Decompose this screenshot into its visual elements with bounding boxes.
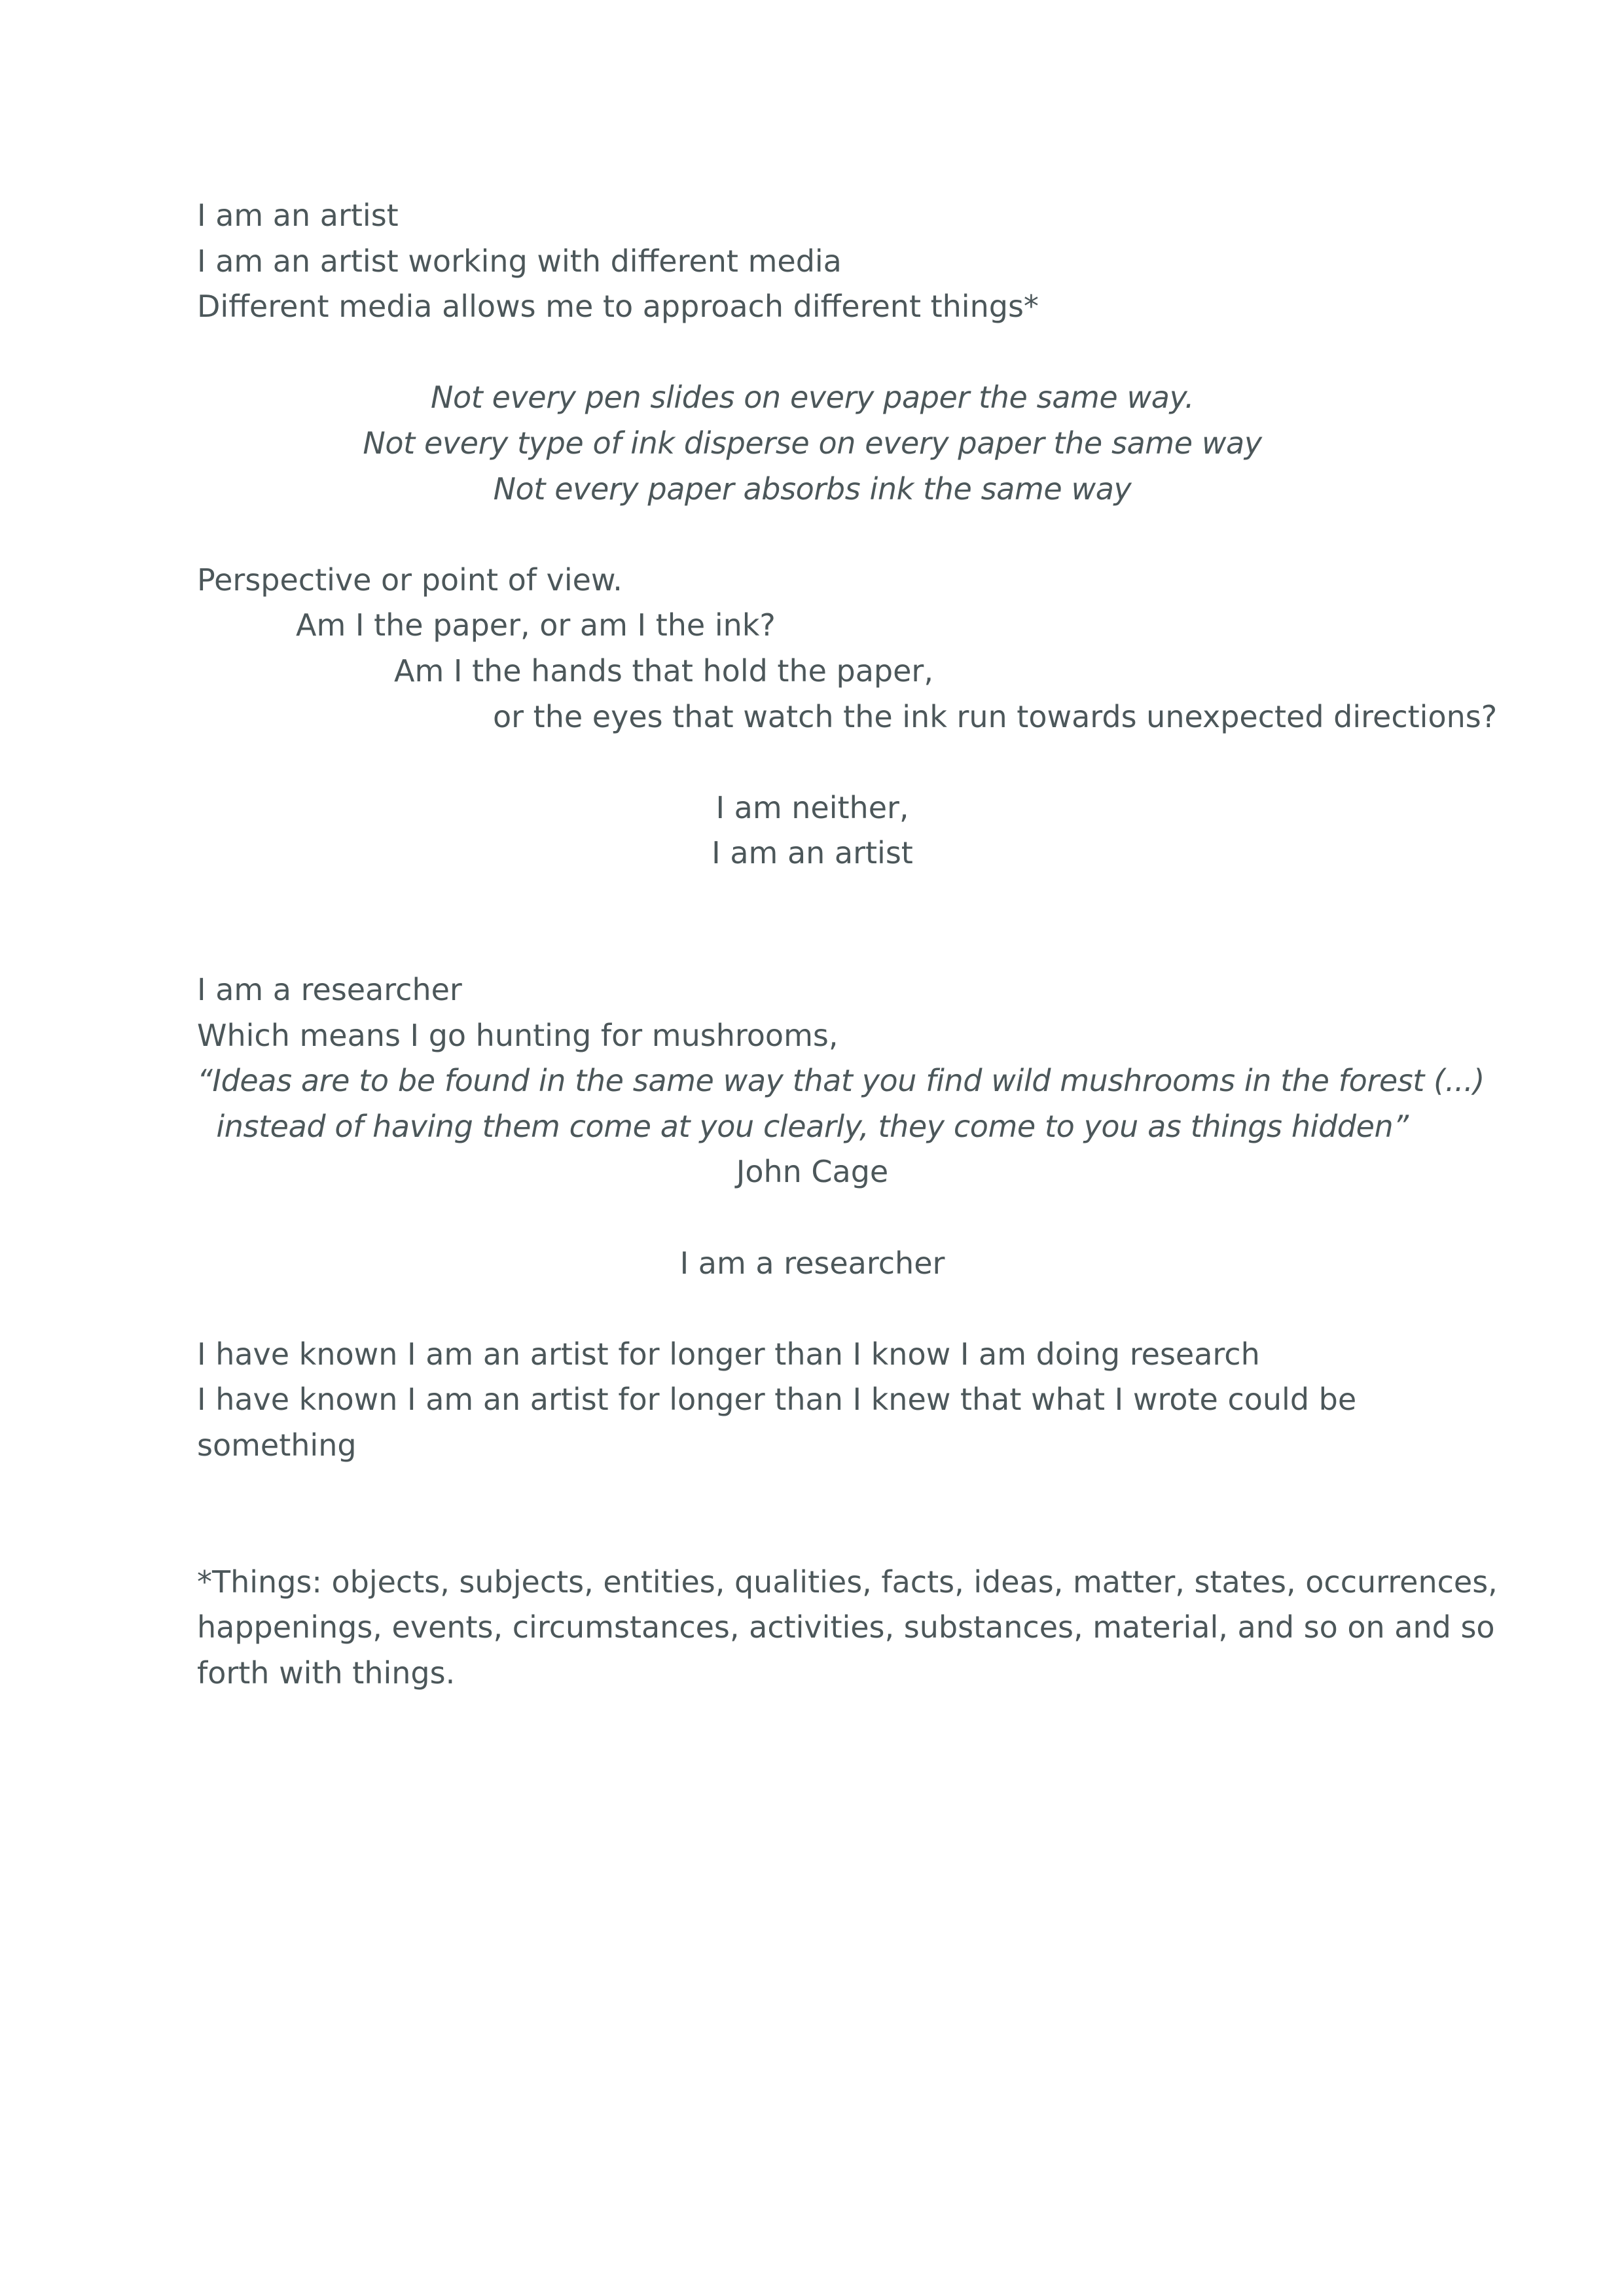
spacer <box>197 1469 1441 1560</box>
quote-author: John Cage <box>736 1154 889 1190</box>
known-line-2: I have known I am an artist for longer than I knew that what I wrote could be <box>197 1382 1357 1418</box>
spacer <box>197 512 1441 558</box>
artist-line-1: I am an artist <box>197 198 399 233</box>
spacer <box>197 1286 1441 1332</box>
researcher-line-1: I am a researcher <box>197 972 462 1008</box>
researcher-section <box>197 967 1441 1058</box>
known-line-3: something <box>197 1427 357 1463</box>
footnote-line-1: *Things: objects, subjects, entities, qualities, facts, ideas, matter, states, occurrences, <box>197 1564 1498 1600</box>
document-body <box>197 193 1498 1696</box>
quote-line-1: “Ideas are to be found in the same way that you find wild mushrooms in the forest (...) <box>197 1063 1485 1099</box>
footnote <box>197 1560 1498 1696</box>
ink-line-1: Not every pen slides on every paper the same way. <box>430 380 1195 416</box>
neither-stanza <box>197 785 1441 876</box>
perspective-line-4: or the eyes that watch the ink run towards unexpected directions? <box>493 698 1498 734</box>
ink-line-3: Not every paper absorbs ink the same way <box>493 471 1132 507</box>
footnote-line-3: forth with things. <box>197 1655 456 1691</box>
neither-line-1: I am neither, <box>715 789 909 825</box>
known-line-1: I have known I am an artist for longer than I know I am doing research <box>197 1336 1260 1372</box>
spacer <box>197 330 1441 376</box>
artist-line-2: I am an artist working with different media <box>197 243 842 279</box>
researcher-statement: I am a researcher <box>679 1245 945 1281</box>
quote-line-2: instead of having them come at you clearly, they come to you as things hidden” <box>216 1108 1409 1144</box>
perspective-line-2: Am I the paper, or am I the ink? <box>296 607 776 643</box>
spacer <box>197 876 1441 967</box>
cage-quote <box>197 1058 1485 1195</box>
ink-stanza <box>197 375 1441 512</box>
known-section <box>197 1332 1441 1469</box>
spacer <box>197 1195 1441 1241</box>
spacer <box>197 740 1441 785</box>
artist-section <box>197 193 1441 330</box>
artist-line-3: Different media allows me to approach different things* <box>197 289 1039 325</box>
perspective-section <box>197 558 1498 740</box>
neither-line-2: I am an artist <box>712 835 913 871</box>
perspective-line-3: Am I the hands that hold the paper, <box>394 653 933 689</box>
footnote-line-2: happenings, events, circumstances, activities, substances, material, and so on and so <box>197 1609 1495 1645</box>
researcher-line-2: Which means I go hunting for mushrooms, <box>197 1017 839 1053</box>
ink-line-2: Not every type of ink disperse on every paper the same way <box>363 425 1262 461</box>
perspective-line-1: Perspective or point of view. <box>197 562 623 598</box>
